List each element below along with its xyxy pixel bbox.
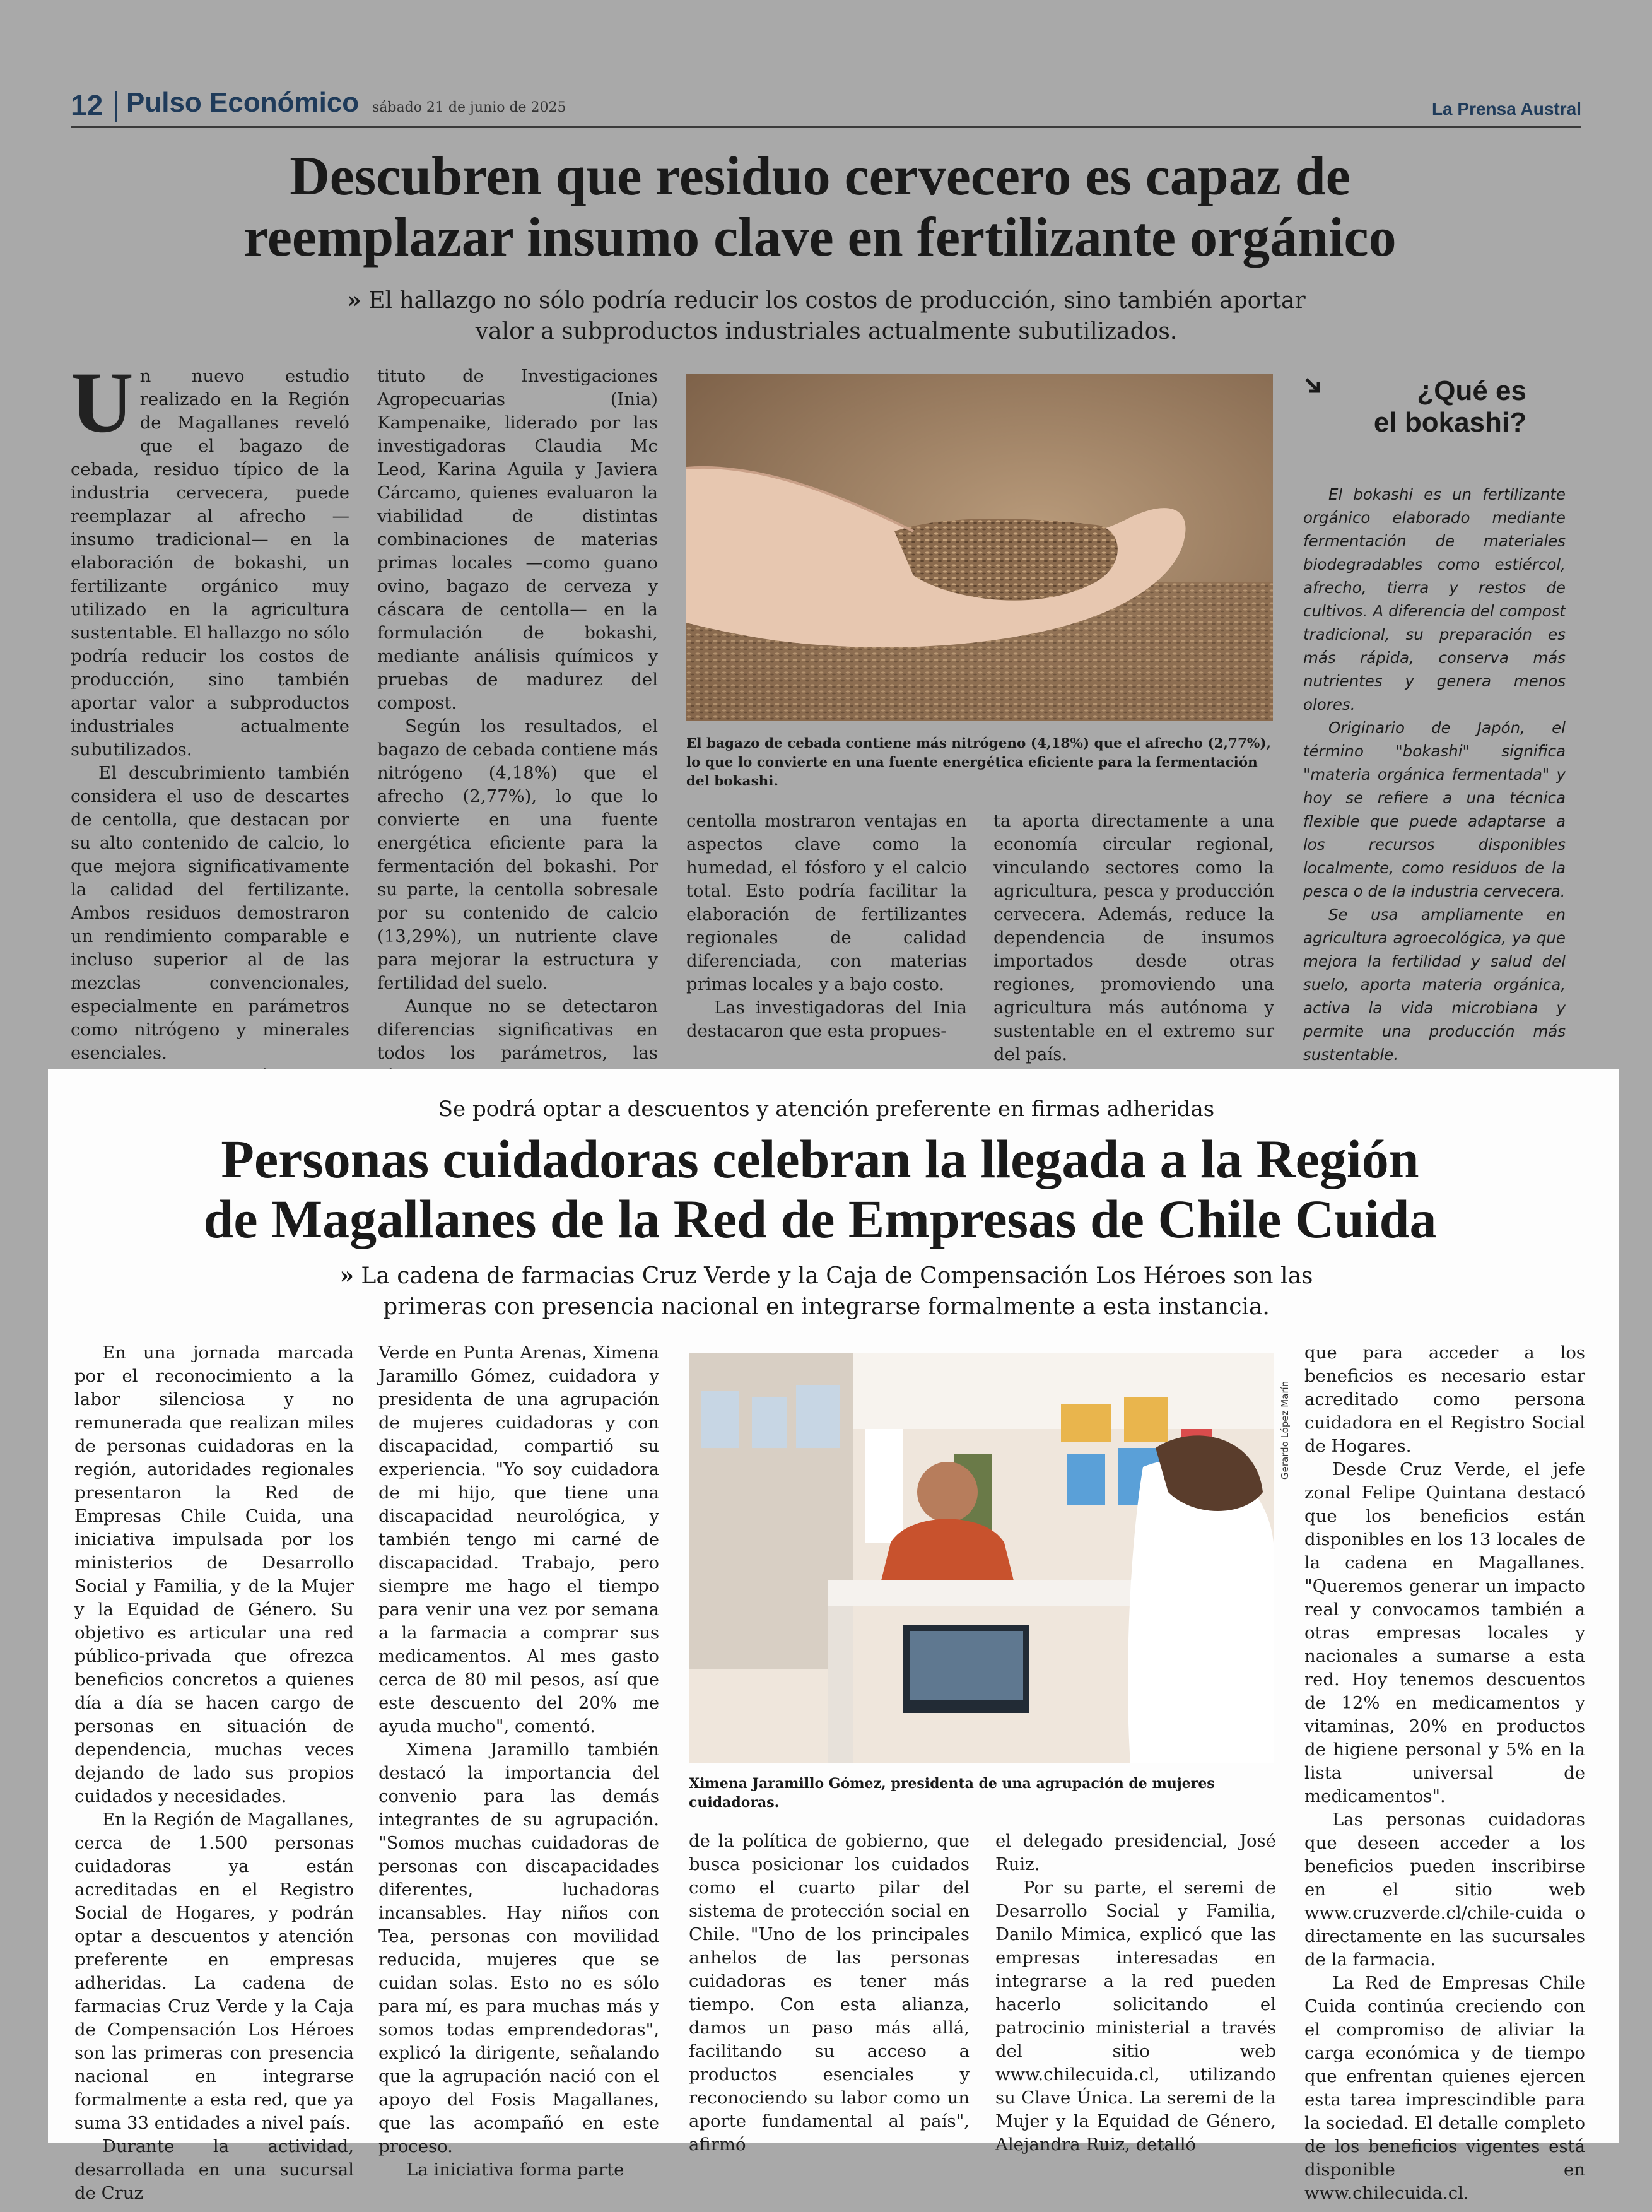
article2-col2-p1: Verde en Punta Arenas, Ximena Jaramillo Gómez, cuidadora y presidenta de una agrupación de mujeres cuidadoras y con discapacidad, compartió su experiencia. "Yo soy cuidadora de mi hijo, que tiene una discapacidad neurológica, y también tengo mi carné de discapacidad. Trabajo, pero siempre me hago el tiempo para venir una vez por semana a la farmacia a comprar sus medicamentos. Al mes gasto cerca de 80 mil pesos, así que este descuento del 20% me ayuda mucho", comentó. xyxy=(378,1343,659,1736)
article1-col4-p1: ta aporta directamente a una economía circular regional, vinculando sectores como la agricultura, pesca y producción cervecera. Además, reduce la dependencia de insumos importados desde otras regiones, promoviendo una agricultura más autónoma y sustentable en el extremo sur del país. xyxy=(993,811,1274,1064)
article1-headline-line1: Descubren que residuo cervecero es capaz de xyxy=(290,146,1350,207)
article1-subhead xyxy=(227,285,1426,347)
article2-col2-p2: Ximena Jaramillo también destacó la importancia del convenio para las demás integrantes de su agrupación. "Somos muchas cuidadoras de personas con discapacidades diferentes, luchadoras incansables. Hay niños con Tea, personas con movilidad reducida, mujeres que se cuidan solas. Esto no es sólo para mí, es para muchas más y somos todas emprendedoras", explicó la dirigente, señalando que la agrupación nació con el apoyo del Fosis Magallanes, que las acompañó en este proceso. xyxy=(378,1739,659,2156)
article1-col1-p2: El descubrimiento también considera el uso de descartes de centolla, que destacan por su alto contenido de calcio, lo que mejora significativamente la calidad del fertilizante. Ambos residuos demostraron un rendimiento comparable e incluso superior al de las mezclas convencionales, especialmente en parámetros como nitrógeno y minerales esenciales. xyxy=(71,763,349,1063)
article1-col3-p1: centolla mostraron ventajas en aspectos clave como la humedad, el fósforo y el calcio total. Esto podría facilitar la elaboración de fertilizantes regionales de calidad diferenciada, con materias primas locales y a bajo costo. xyxy=(686,811,967,994)
article2-col1-p2: En la Región de Magallanes, cerca de 1.500 personas cuidadoras ya están acreditadas en el Registro Social de Hogares, y podrán optar a descuentos y atención preferente en empresas adheridas. La cadena de farmacias Cruz Verde y la Caja de Compensación Los Héroes son las primeras con presencia nacional en integrarse formalmente a esta red, que ya suma 33 entidades a nivel país. xyxy=(74,1809,354,2133)
header-separator xyxy=(115,91,117,122)
article2-col1-p1: En una jornada marcada por el reconocimiento a la labor silenciosa y no remunerada que realizan miles de personas cuidadoras en la región, autoridades regionales presentaron la Red de Empresas Chile Cuida, una iniciativa impulsada por los ministerios de Desarrollo Social y Familia, y de la Mujer y la Equidad de Género. Su objetivo es articular una red público-privada que ofrezca beneficios concretos a quienes día a día se hacen cargo de personas en situación de dependencia, muchas veces dejando de lado sus propios cuidados y necesidades. xyxy=(74,1343,354,1806)
article2-col5-p1: que para acceder a los beneficios es necesario estar acreditado como persona cuidadora en el Registro Social de Hogares. xyxy=(1304,1343,1585,1456)
article2-headline-line1: Personas cuidadoras celebran la llegada a la Región xyxy=(221,1129,1419,1189)
issue-date: sábado 21 de junio de 2025 xyxy=(372,100,566,115)
article1-subhead-line2: valor a subproductos industriales actualmente subutilizados. xyxy=(475,318,1178,344)
pharmacy-photo xyxy=(689,1353,1274,1763)
bagazo-photo-caption: El bagazo de cebada contiene más nitrógeno (4,18%) que el afrecho (2,77%), lo que lo convierte en una fuente energética eficiente para la fermentación del bokashi. xyxy=(686,736,1271,789)
sidebar-body xyxy=(1303,483,1566,1066)
chevron-right-icon: » xyxy=(347,287,361,314)
article2-col4-p2: Por su parte, el seremi de Desarrollo Social y Familia, Danilo Mimica, explicó que las empresas interesadas en integrarse a la red pueden hacerlo solicitando el patrocinio ministerial a través del sitio web www.chilecuida.cl, utilizando su Clave Única. La seremi de la Mujer y la Equidad de Género, Alejandra Ruiz, detalló xyxy=(995,1878,1276,2155)
article1-col2-p2: Según los resultados, el bagazo de cebada contiene más nitrógeno (4,18%) que el afrecho (2,77%), lo que lo convierte en una fuente energética eficiente para la fermentación del bokashi. Por su parte, la centolla sobresale por su contenido de calcio (13,29%), un nutriente clave para mejorar la estructura y fertilidad del suelo. xyxy=(377,716,658,993)
article1-headline xyxy=(126,146,1514,269)
article2-col5-p2: Desde Cruz Verde, el jefe zonal Felipe Quintana destacó que los beneficios están disponibles en los 13 locales de la cadena en Magallanes. "Queremos generar un impacto real y convocamos también a otras empresas locales y nacionales a sumarse a esta red. Hoy tenemos descuentos de 12% en medicamentos y vitaminas, 20% en productos de higiene personal y 5% en la lista universal de medicamentos". xyxy=(1304,1459,1585,1806)
article1-column-3 xyxy=(686,809,967,1043)
article1-col2-p3: Aunque no se detectaron diferencias significativas en todos los parámetros, las xyxy=(377,996,658,1063)
newspaper-name: La Prensa Austral xyxy=(1431,99,1581,119)
sidebar-p3: Se usa ampliamente en agricultura agroecológica, ya que mejora la fertilidad y salud del suelo, aporta materia orgánica, activa la vida microbiana y permite una producción más sustentable. xyxy=(1303,905,1566,1064)
bagazo-photo xyxy=(686,374,1273,721)
chevron-right-icon: » xyxy=(339,1262,354,1289)
article2-column-1 xyxy=(74,1341,354,2205)
article2-col2-p3: La iniciativa forma parte xyxy=(406,2160,624,2180)
section-title: Pulso Económico xyxy=(126,87,360,118)
article2-subhead xyxy=(227,1261,1426,1322)
page-number: 12 xyxy=(71,89,103,122)
article2-column-3 xyxy=(689,1830,970,2156)
article1-column-1 xyxy=(71,354,349,1135)
article2-col4-p1: el delegado presidencial, José Ruiz. xyxy=(995,1831,1276,1874)
article1-headline-line2: reemplazar insumo clave en fertilizante orgánico xyxy=(243,206,1397,268)
photo-credit: Gerardo López Marín xyxy=(1279,1380,1291,1480)
sidebar-p2: Originario de Japón, el término "bokashi" significa "materia orgánica fermentada" y hoy se refiere a una técnica flexible que puede adaptarse a los recursos disponibles localmente, como residuos de la pesca o de la industria cervecera. xyxy=(1303,719,1566,900)
sidebar-p1: El bokashi es un fertilizante orgánico elaborado mediante fermentación de materiales biodegradables como estiércol, afrecho, tierra y restos de cultivos. A diferencia del compost tradicional, su preparación es más rápida, conserva más nutrientes y genera menos olores. xyxy=(1303,485,1566,714)
article2-kicker: Se podrá optar a descuentos y atención preferente en firmas adheridas xyxy=(438,1097,1215,1122)
article2-headline-line2: de Magallanes de la Red de Empresas de Chile Cuida xyxy=(203,1188,1437,1249)
article1-col1-p1: n nuevo estudio realizado en la Región de Magallanes reveló que el bagazo de cebada, residuo típico de la industria cervecera, puede reemplazar al afrecho —insumo tradicional— en la elaboración de bokashi, un fertilizante orgánico muy utilizado en la agricultura sustentable. El hallazgo no sólo podría reducir los costos de producción, sino también aportar valor a subproductos industriales actualmente subutilizados. xyxy=(71,366,349,760)
article2-column-2 xyxy=(378,1341,659,2182)
dropcap: U xyxy=(71,354,134,450)
article1-col3-p2: Las investigadoras del Inia destacaron que esta propues- xyxy=(686,997,967,1041)
article1-column-2 xyxy=(377,365,658,1112)
article2-headline xyxy=(126,1129,1514,1249)
article2-subhead-line2: primeras con presencia nacional en integrarse formalmente a esta instancia. xyxy=(383,1293,1270,1320)
article2-column-4 xyxy=(995,1830,1276,2156)
article2-col3-p1: de la política de gobierno, que busca posicionar los cuidados como el cuarto pilar del sistema de protección social en Chile. "Uno de los principales anhelos de las personas cuidadoras es tener más tiempo. Con esta alianza, damos un paso más allá, facilitando su acceso a productos esenciales y reconociendo su labor como un aporte fundamental al país", afirmó xyxy=(689,1831,970,2155)
article1-col2-p1: tituto de Investigaciones Agropecuarias (Inia) Kampenaike, liderado por las investigadoras Claudia Mc Leod, Karina Aguila y Javiera Cárcamo, quienes evaluaron la viabilidad de distintas combinaciones de materias primas locales —como guano ovino, bagazo de cerveza y cáscara de centolla— en la formulación de bokashi, mediante análisis químicos y pruebas de madurez del compost. xyxy=(377,366,658,713)
sidebar-title-line2: el bokashi? xyxy=(1373,407,1526,438)
article1-subhead-line1: El hallazgo no sólo podría reducir los costos de producción, sino también aportar xyxy=(368,288,1306,314)
article2-subhead-line1: La cadena de farmacias Cruz Verde y la Caja de Compensación Los Héroes son las xyxy=(361,1263,1313,1289)
bagazo-photo-illustration xyxy=(686,374,1273,721)
article2-column-5 xyxy=(1304,1341,1585,2205)
article2-col1-p3: Durante la actividad, desarrollada en una sucursal de Cruz xyxy=(74,2136,354,2203)
sidebar-title-line1: ¿Qué es xyxy=(1417,375,1526,406)
pharmacy-photo-illustration xyxy=(689,1353,1274,1763)
pharmacy-photo-caption: Ximena Jaramillo Gómez, presidenta de una agrupación de mujeres cuidadoras. xyxy=(689,1775,1215,1811)
article2-col5-p4: La Red de Empresas Chile Cuida continúa creciendo con el compromiso de aliviar la carga económica y de tiempo que enfrentan quienes ejercen esta tarea imprescindible para la sociedad. El detalle completo de los beneficios vigentes está disponible en www.chilecuida.cl. xyxy=(1304,1973,1585,2203)
article1-column-4 xyxy=(993,809,1274,1066)
sidebar-title xyxy=(1312,375,1526,438)
article2-col5-p3: Las personas cuidadoras que deseen acceder a los beneficios pueden inscribirse en el sitio web www.cruzverde.cl/chile-cuida o directamente en las sucursales de la farmacia. xyxy=(1304,1809,1585,1970)
